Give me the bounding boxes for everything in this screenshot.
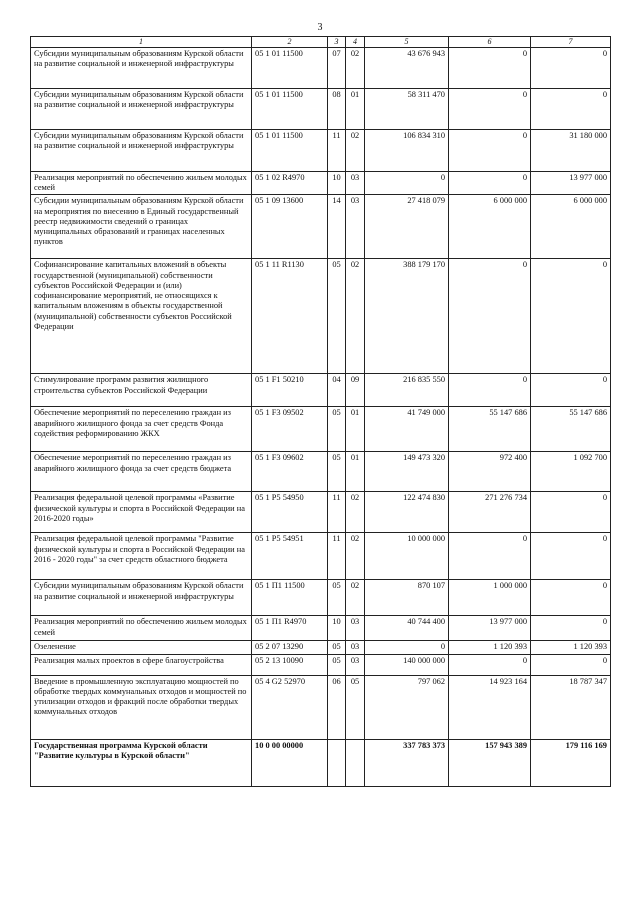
amount-cell: 0	[531, 47, 611, 88]
program-name-cell: Введение в промышленную эксплуатацию мощностей по обработке твердых коммунальных отходов и мощностей по утилизации отходов и фракций после обработки твердых коммунальных отходов	[31, 675, 252, 739]
amount-cell: 0	[531, 492, 611, 533]
subsection-cell: 02	[346, 47, 365, 88]
program-name-cell: Реализация федеральной целевой программы "Развитие физической культуры и спорта в Российской Федерации на 2016 - 2020 годы" за счет средств областного бюджета	[31, 533, 252, 580]
program-name-cell: Обеспечение мероприятий по переселению граждан из аварийного жилищного фонда за счет средств бюджета	[31, 452, 252, 492]
program-name-cell: Реализация мероприятий по обеспечению жильем молодых семей	[31, 616, 252, 641]
target-code-cell: 05 1 P5 54951	[252, 533, 328, 580]
subsection-cell: 09	[346, 374, 365, 407]
amount-cell: 271 276 734	[449, 492, 531, 533]
amount-cell: 1 000 000	[449, 580, 531, 616]
program-name-cell: Субсидии муниципальным образованиям Курской области на мероприятия по внесению в Единый государственный реестр недвижимости сведений о границах муниципальных образований и границах населенных пунктов	[31, 195, 252, 259]
amount-cell: 149 473 320	[365, 452, 449, 492]
table-row	[31, 47, 611, 88]
table-row	[31, 88, 611, 129]
target-code-cell: 05 1 01 11500	[252, 88, 328, 129]
budget-table	[30, 36, 611, 787]
amount-cell: 0	[531, 88, 611, 129]
subsection-cell: 03	[346, 195, 365, 259]
table-row	[31, 374, 611, 407]
table-row	[31, 616, 611, 641]
target-code-cell: 05 1 01 11500	[252, 47, 328, 88]
amount-cell: 797 062	[365, 675, 449, 739]
section-cell: 11	[328, 533, 346, 580]
subsection-cell: 01	[346, 407, 365, 452]
table-row	[31, 580, 611, 616]
amount-cell: 0	[531, 374, 611, 407]
program-name-cell: Реализация мероприятий по обеспечению жильем молодых семей	[31, 171, 252, 195]
amount-cell: 870 107	[365, 580, 449, 616]
amount-cell: 1 120 393	[531, 641, 611, 654]
target-code-cell: 05 2 07 13290	[252, 641, 328, 654]
table-row	[31, 641, 611, 654]
amount-cell: 41 749 000	[365, 407, 449, 452]
column-number: 2	[252, 37, 328, 48]
section-cell: 07	[328, 47, 346, 88]
section-cell: 10	[328, 616, 346, 641]
section-cell: 14	[328, 195, 346, 259]
program-name-cell: Субсидии муниципальным образованиям Курской области на развитие социальной и инженерной инфраструктуры	[31, 580, 252, 616]
target-code-cell: 05 1 11 R1130	[252, 259, 328, 374]
section-cell: 05	[328, 641, 346, 654]
column-number: 3	[328, 37, 346, 48]
program-name-cell: Стимулирование программ развития жилищного строительства субъектов Российской Федерации	[31, 374, 252, 407]
target-code-cell: 05 1 F3 09502	[252, 407, 328, 452]
table-row	[31, 492, 611, 533]
amount-cell: 0	[365, 641, 449, 654]
subsection-cell: 05	[346, 675, 365, 739]
target-code-cell: 05 1 F1 50210	[252, 374, 328, 407]
subsection-cell: 02	[346, 492, 365, 533]
subsection-cell: 03	[346, 654, 365, 675]
column-number: 5	[365, 37, 449, 48]
amount-cell: 1 092 700	[531, 452, 611, 492]
amount-cell: 1 120 393	[449, 641, 531, 654]
subsection-cell: 03	[346, 641, 365, 654]
program-name-cell: Озеленение	[31, 641, 252, 654]
column-number: 7	[531, 37, 611, 48]
amount-cell: 58 311 470	[365, 88, 449, 129]
program-name-cell: Субсидии муниципальным образованиям Курской области на развитие социальной и инженерной инфраструктуры	[31, 129, 252, 171]
program-name-cell: Реализация федеральной целевой программы «Развитие физической культуры и спорта в Российской Федерации на 2016-2020 годы»	[31, 492, 252, 533]
amount-cell: 18 787 347	[531, 675, 611, 739]
subsection-cell: 03	[346, 171, 365, 195]
table-row	[31, 739, 611, 786]
amount-cell: 40 744 400	[365, 616, 449, 641]
table-row	[31, 259, 611, 374]
program-name-cell: Реализация малых проектов в сфере благоустройства	[31, 654, 252, 675]
amount-cell: 216 835 550	[365, 374, 449, 407]
amount-cell: 0	[449, 533, 531, 580]
section-cell: 05	[328, 580, 346, 616]
table-row	[31, 452, 611, 492]
section-cell: 05	[328, 654, 346, 675]
amount-cell: 55 147 686	[449, 407, 531, 452]
subsection-cell: 02	[346, 533, 365, 580]
program-name-cell: Обеспечение мероприятий по переселению граждан из аварийного жилищного фонда за счет средств Фонда содействия реформированию ЖКХ	[31, 407, 252, 452]
section-cell: 11	[328, 129, 346, 171]
amount-cell: 179 116 169	[531, 739, 611, 786]
target-code-cell: 05 1 П1 R4970	[252, 616, 328, 641]
section-cell: 06	[328, 675, 346, 739]
amount-cell: 55 147 686	[531, 407, 611, 452]
page-number: 3	[317, 22, 323, 33]
amount-cell: 140 000 000	[365, 654, 449, 675]
target-code-cell: 05 1 F3 09602	[252, 452, 328, 492]
amount-cell: 122 474 830	[365, 492, 449, 533]
amount-cell: 972 400	[449, 452, 531, 492]
section-cell: 08	[328, 88, 346, 129]
amount-cell: 6 000 000	[449, 195, 531, 259]
amount-cell: 0	[449, 374, 531, 407]
amount-cell: 0	[531, 616, 611, 641]
column-number: 1	[31, 37, 252, 48]
target-code-cell: 05 1 П1 11500	[252, 580, 328, 616]
target-code-cell: 10 0 00 00000	[252, 739, 328, 786]
amount-cell: 13 977 000	[531, 171, 611, 195]
amount-cell: 0	[449, 47, 531, 88]
table-row	[31, 195, 611, 259]
table-row	[31, 129, 611, 171]
amount-cell: 0	[365, 171, 449, 195]
amount-cell: 0	[449, 171, 531, 195]
column-number: 4	[346, 37, 365, 48]
amount-cell: 106 834 310	[365, 129, 449, 171]
section-cell: 11	[328, 492, 346, 533]
amount-cell: 388 179 170	[365, 259, 449, 374]
amount-cell: 0	[531, 654, 611, 675]
section-cell: 04	[328, 374, 346, 407]
table-row	[31, 407, 611, 452]
amount-cell: 0	[449, 129, 531, 171]
program-name-cell: Государственная программа Курской области "Развитие культуры в Курской области"	[31, 739, 252, 786]
subsection-cell: 02	[346, 129, 365, 171]
table-row	[31, 675, 611, 739]
amount-cell: 31 180 000	[531, 129, 611, 171]
amount-cell: 0	[531, 259, 611, 374]
table-row	[31, 654, 611, 675]
section-cell	[328, 739, 346, 786]
amount-cell: 6 000 000	[531, 195, 611, 259]
amount-cell: 0	[449, 88, 531, 129]
subsection-cell: 01	[346, 452, 365, 492]
target-code-cell: 05 1 09 13600	[252, 195, 328, 259]
program-name-cell: Субсидии муниципальным образованиям Курской области на развитие социальной и инженерной инфраструктуры	[31, 88, 252, 129]
target-code-cell: 05 1 02 R4970	[252, 171, 328, 195]
amount-cell: 0	[531, 533, 611, 580]
amount-cell: 27 418 079	[365, 195, 449, 259]
subsection-cell: 03	[346, 616, 365, 641]
section-cell: 10	[328, 171, 346, 195]
subsection-cell: 02	[346, 580, 365, 616]
table-row	[31, 171, 611, 195]
amount-cell: 337 783 373	[365, 739, 449, 786]
amount-cell: 0	[449, 654, 531, 675]
program-name-cell: Софинансирование капитальных вложений в объекты государственной (муниципальной) собственности субъектов Российской Федерации и (или) софинансирование мероприятий, не относящихся к капитальным вложениям в объекты государственной (муниципальной) собственности субъектов Российской Федерации	[31, 259, 252, 374]
section-cell: 05	[328, 452, 346, 492]
amount-cell: 14 923 164	[449, 675, 531, 739]
program-name-cell: Субсидии муниципальным образованиям Курской области на развитие социальной и инженерной инфраструктуры	[31, 47, 252, 88]
target-code-cell: 05 2 13 10090	[252, 654, 328, 675]
column-number-row	[31, 37, 611, 48]
target-code-cell: 05 4 G2 52970	[252, 675, 328, 739]
column-number: 6	[449, 37, 531, 48]
target-code-cell: 05 1 P5 54950	[252, 492, 328, 533]
amount-cell: 0	[531, 580, 611, 616]
amount-cell: 157 943 389	[449, 739, 531, 786]
subsection-cell: 01	[346, 88, 365, 129]
amount-cell: 43 676 943	[365, 47, 449, 88]
section-cell: 05	[328, 259, 346, 374]
subsection-cell	[346, 739, 365, 786]
target-code-cell: 05 1 01 11500	[252, 129, 328, 171]
table-row	[31, 533, 611, 580]
amount-cell: 0	[449, 259, 531, 374]
amount-cell: 10 000 000	[365, 533, 449, 580]
amount-cell: 13 977 000	[449, 616, 531, 641]
section-cell: 05	[328, 407, 346, 452]
subsection-cell: 02	[346, 259, 365, 374]
